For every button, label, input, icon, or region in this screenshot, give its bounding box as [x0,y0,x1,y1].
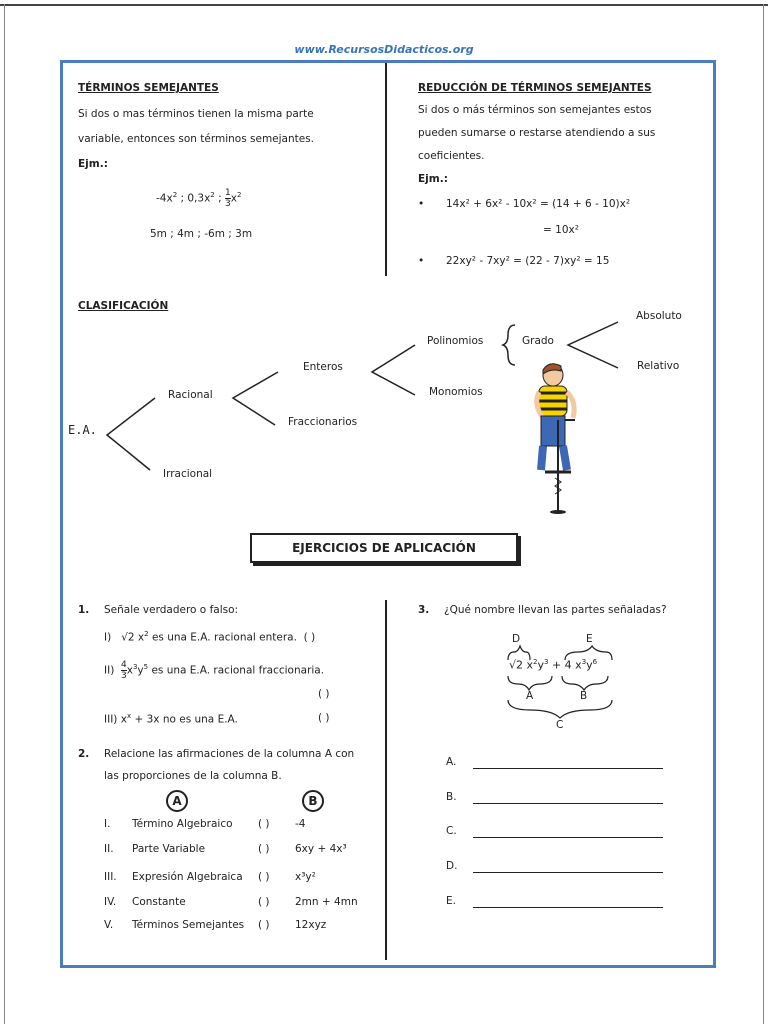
brace-e [565,646,612,660]
q2-row-paren: ( ) [258,871,270,883]
q3-answer-line[interactable] [473,803,663,804]
brace-b [562,676,608,690]
ea-label: E.A. [68,423,97,437]
reduccion-eq1: 14x² + 6x² - 10x² = (14 + 6 - 10)x² [446,198,631,210]
q2-row-number: II. [104,843,114,855]
q3-answer-label: B. [446,791,457,803]
q3-expression: √2 $x^2y^3 + 4$ $x^3y^6$ [509,658,598,672]
reduccion-text1: Si dos o más términos son semejantes estos [418,104,652,116]
q2-row-label: Expresión Algebraica [132,871,243,883]
q2-row-paren: ( ) [258,919,270,931]
label-b: B [580,690,588,702]
absoluto-label: Absoluto [636,310,682,322]
clasificacion-title: CLASIFICACIÓN [78,300,169,312]
q2-row-paren: ( ) [258,896,270,908]
site-url[interactable]: www.RecursosDidacticos.org [294,43,474,56]
terminos-title: TÉRMINOS SEMEJANTES [78,82,219,94]
terminos-text1: Si dos o mas términos tienen la misma parte [78,108,314,120]
q2-number: 2. [78,748,90,760]
q2-text2: las proporciones de la columna B. [104,770,282,782]
q1-ii: II) $\frac{4}{3}x^3y^5$ es una E.A. racional fraccionaria. [104,660,325,681]
q3-answer-label: E. [446,895,456,907]
enteros-label: Enteros [303,361,343,373]
label-c: C [556,719,564,731]
q3-answer-line[interactable] [473,768,663,769]
grado-label: Grado [522,335,554,347]
q2-row-label: Parte Variable [132,843,206,855]
reduccion-title: REDUCCIÓN DE TÉRMINOS SEMEJANTES [418,82,652,94]
label-e: E [586,633,593,645]
q3-answer-label: C. [446,825,457,837]
q2-row-value: 2mn + 4mn [295,896,358,908]
terminos-ejm: Ejm.: [78,158,108,170]
bullet-1: • [418,198,425,210]
q1-i: I) √2 $x^2$ es una E.A. racional entera. ( ) [104,630,316,644]
q2-row-label: Constante [132,896,186,908]
q2-row-value: x³y² [295,871,316,883]
q3-text: ¿Qué nombre llevan las partes señaladas? [444,604,667,616]
label-d: D [512,633,521,645]
reduccion-eq2: 22xy² - 7xy² = (22 - 7)xy² = 15 [446,255,610,267]
reduccion-text2: pueden sumarse o restarse atendiendo a sus [418,127,656,139]
q3-answer-label: D. [446,860,458,872]
q2-row-value: 6xy + 4x³ [295,843,347,855]
reduccion-ejm: Ejm.: [418,173,448,185]
monomios-label: Monomios [429,386,483,398]
reduccion-text3: coeficientes. [418,150,485,162]
q1-number: 1. [78,604,90,616]
brace-c [508,700,612,718]
column-b-badge: B [302,790,324,812]
q3-answer-label: A. [446,756,457,768]
label-a: A [526,690,534,702]
brace-a [508,676,552,690]
reduccion-eq1b: = 10x² [543,224,579,236]
terminos-example1: $-4x^2$ ; $0,3x^2$ ; $\frac{1}{3}x^2$ [156,188,242,209]
q2-row-number: V. [104,919,114,931]
q1-ii-paren: ( ) [318,688,330,700]
q2-row-number: I. [104,818,111,830]
q2-row-paren: ( ) [258,843,270,855]
q1-iii: III) $x^x + 3x$ no es una E.A. [104,712,238,726]
q1-text: Señale verdadero o falso: [104,604,239,616]
brace-d [508,646,530,660]
q2-text1: Relacione las afirmaciones de la columna A con [104,748,355,760]
q2-row-number: III. [104,871,117,883]
q2-row-label: Términos Semejantes [132,919,245,931]
column-a-badge: A [166,790,188,812]
racional-label: Racional [168,389,213,401]
q3-answer-line[interactable] [473,872,663,873]
ejercicios-title: EJERCICIOS DE APLICACIÓN [250,533,518,563]
q2-row-number: IV. [104,896,117,908]
q2-row-paren: ( ) [258,818,270,830]
q2-row-value: 12xyz [295,919,327,931]
irracional-label: Irracional [163,468,213,480]
q1-iii-paren: ( ) [318,712,330,724]
bullet-2: • [418,255,425,267]
q3-number: 3. [418,604,430,616]
q3-answer-line[interactable] [473,837,663,838]
q2-row-value: -4 [295,818,306,830]
terminos-text2: variable, entonces son términos semejantes. [78,133,315,145]
relativo-label: Relativo [637,360,680,372]
q3-answer-line[interactable] [473,907,663,908]
q2-row-label: Término Algebraico [132,818,233,830]
polinomios-label: Polinomios [427,335,484,347]
terminos-example2: 5m ; 4m ; -6m ; 3m [150,228,253,240]
fraccionarios-label: Fraccionarios [288,416,358,428]
